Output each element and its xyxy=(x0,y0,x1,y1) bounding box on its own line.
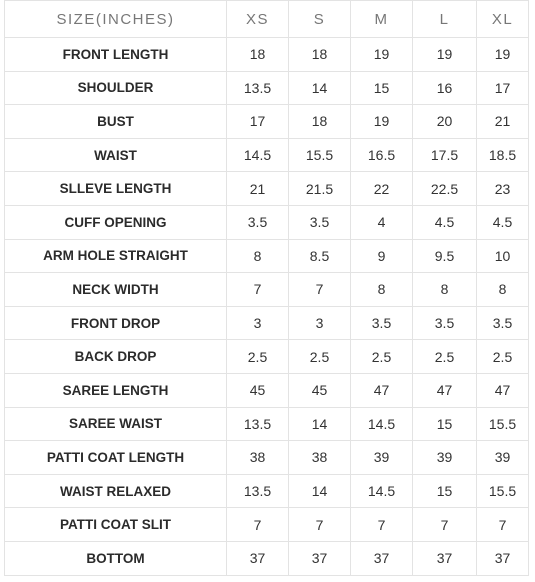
table-row xyxy=(5,205,529,239)
measurement-label: WAIST xyxy=(5,138,227,172)
value-cell-s: 18 xyxy=(289,38,351,72)
value-cell-m: 4 xyxy=(351,205,413,239)
value-cell-xs: 3.5 xyxy=(227,205,289,239)
value-cell-xs: 2.5 xyxy=(227,340,289,374)
measurement-label: PATTI COAT SLIT xyxy=(5,508,227,542)
measurement-label: BACK DROP xyxy=(5,340,227,374)
value-cell-l: 9.5 xyxy=(413,239,477,273)
value-cell-m: 2.5 xyxy=(351,340,413,374)
measurement-label: WAIST RELAXED xyxy=(5,474,227,508)
value-cell-xl: 15.5 xyxy=(477,474,529,508)
value-cell-l: 4.5 xyxy=(413,205,477,239)
value-cell-l: 39 xyxy=(413,441,477,475)
measurement-label: SAREE LENGTH xyxy=(5,373,227,407)
value-cell-m: 19 xyxy=(351,38,413,72)
header-m: M xyxy=(351,1,413,38)
value-cell-l: 15 xyxy=(413,474,477,508)
measurement-label: ARM HOLE STRAIGHT xyxy=(5,239,227,273)
header-xs: XS xyxy=(227,1,289,38)
value-cell-s: 7 xyxy=(289,508,351,542)
value-cell-l: 16 xyxy=(413,71,477,105)
value-cell-s: 2.5 xyxy=(289,340,351,374)
value-cell-xs: 45 xyxy=(227,373,289,407)
value-cell-s: 45 xyxy=(289,373,351,407)
value-cell-xs: 21 xyxy=(227,172,289,206)
value-cell-s: 14 xyxy=(289,474,351,508)
table-row xyxy=(5,407,529,441)
measurement-label: CUFF OPENING xyxy=(5,205,227,239)
value-cell-s: 8.5 xyxy=(289,239,351,273)
value-cell-xs: 38 xyxy=(227,441,289,475)
header-size-inches: SIZE(INCHES) xyxy=(5,1,227,38)
measurement-label: PATTI COAT LENGTH xyxy=(5,441,227,475)
value-cell-xs: 37 xyxy=(227,541,289,575)
value-cell-xs: 13.5 xyxy=(227,474,289,508)
value-cell-l: 15 xyxy=(413,407,477,441)
measurement-label: SAREE WAIST xyxy=(5,407,227,441)
value-cell-xs: 18 xyxy=(227,38,289,72)
value-cell-xl: 8 xyxy=(477,273,529,307)
value-cell-l: 47 xyxy=(413,373,477,407)
value-cell-xl: 2.5 xyxy=(477,340,529,374)
header-row xyxy=(5,1,529,38)
table-row xyxy=(5,508,529,542)
value-cell-xl: 17 xyxy=(477,71,529,105)
header-s: S xyxy=(289,1,351,38)
value-cell-xs: 13.5 xyxy=(227,71,289,105)
value-cell-s: 18 xyxy=(289,105,351,139)
table-row xyxy=(5,474,529,508)
value-cell-m: 8 xyxy=(351,273,413,307)
size-chart-container xyxy=(4,0,528,576)
value-cell-s: 21.5 xyxy=(289,172,351,206)
value-cell-m: 47 xyxy=(351,373,413,407)
value-cell-m: 9 xyxy=(351,239,413,273)
measurement-label: SHOULDER xyxy=(5,71,227,105)
value-cell-xs: 3 xyxy=(227,306,289,340)
value-cell-xl: 3.5 xyxy=(477,306,529,340)
value-cell-xl: 23 xyxy=(477,172,529,206)
value-cell-m: 37 xyxy=(351,541,413,575)
value-cell-xs: 7 xyxy=(227,273,289,307)
value-cell-m: 3.5 xyxy=(351,306,413,340)
value-cell-l: 20 xyxy=(413,105,477,139)
value-cell-xl: 18.5 xyxy=(477,138,529,172)
value-cell-m: 39 xyxy=(351,441,413,475)
value-cell-m: 22 xyxy=(351,172,413,206)
table-row xyxy=(5,239,529,273)
table-row xyxy=(5,71,529,105)
value-cell-xl: 47 xyxy=(477,373,529,407)
measurement-label: BOTTOM xyxy=(5,541,227,575)
value-cell-l: 37 xyxy=(413,541,477,575)
value-cell-xl: 37 xyxy=(477,541,529,575)
value-cell-s: 3.5 xyxy=(289,205,351,239)
value-cell-xs: 17 xyxy=(227,105,289,139)
size-chart-table xyxy=(4,0,529,576)
value-cell-s: 15.5 xyxy=(289,138,351,172)
measurement-label: FRONT LENGTH xyxy=(5,38,227,72)
table-row xyxy=(5,38,529,72)
table-row xyxy=(5,541,529,575)
measurement-label: NECK WIDTH xyxy=(5,273,227,307)
value-cell-s: 38 xyxy=(289,441,351,475)
value-cell-xl: 15.5 xyxy=(477,407,529,441)
value-cell-l: 3.5 xyxy=(413,306,477,340)
value-cell-xs: 7 xyxy=(227,508,289,542)
measurement-label: SLLEVE LENGTH xyxy=(5,172,227,206)
value-cell-m: 14.5 xyxy=(351,474,413,508)
value-cell-m: 7 xyxy=(351,508,413,542)
table-row xyxy=(5,340,529,374)
value-cell-xl: 4.5 xyxy=(477,205,529,239)
table-row xyxy=(5,105,529,139)
table-row xyxy=(5,172,529,206)
value-cell-l: 19 xyxy=(413,38,477,72)
value-cell-s: 14 xyxy=(289,71,351,105)
header-l: L xyxy=(413,1,477,38)
table-row xyxy=(5,373,529,407)
value-cell-m: 16.5 xyxy=(351,138,413,172)
table-row xyxy=(5,138,529,172)
table-row xyxy=(5,306,529,340)
value-cell-l: 22.5 xyxy=(413,172,477,206)
header-xl: XL xyxy=(477,1,529,38)
value-cell-m: 19 xyxy=(351,105,413,139)
value-cell-l: 7 xyxy=(413,508,477,542)
value-cell-xl: 7 xyxy=(477,508,529,542)
value-cell-l: 17.5 xyxy=(413,138,477,172)
measurement-label: FRONT DROP xyxy=(5,306,227,340)
value-cell-m: 14.5 xyxy=(351,407,413,441)
value-cell-s: 3 xyxy=(289,306,351,340)
value-cell-xl: 19 xyxy=(477,38,529,72)
value-cell-xl: 10 xyxy=(477,239,529,273)
value-cell-s: 14 xyxy=(289,407,351,441)
value-cell-xs: 14.5 xyxy=(227,138,289,172)
table-row xyxy=(5,273,529,307)
table-row xyxy=(5,441,529,475)
measurement-label: BUST xyxy=(5,105,227,139)
value-cell-xs: 8 xyxy=(227,239,289,273)
value-cell-s: 37 xyxy=(289,541,351,575)
value-cell-l: 2.5 xyxy=(413,340,477,374)
value-cell-s: 7 xyxy=(289,273,351,307)
value-cell-xs: 13.5 xyxy=(227,407,289,441)
value-cell-m: 15 xyxy=(351,71,413,105)
value-cell-xl: 21 xyxy=(477,105,529,139)
value-cell-l: 8 xyxy=(413,273,477,307)
value-cell-xl: 39 xyxy=(477,441,529,475)
